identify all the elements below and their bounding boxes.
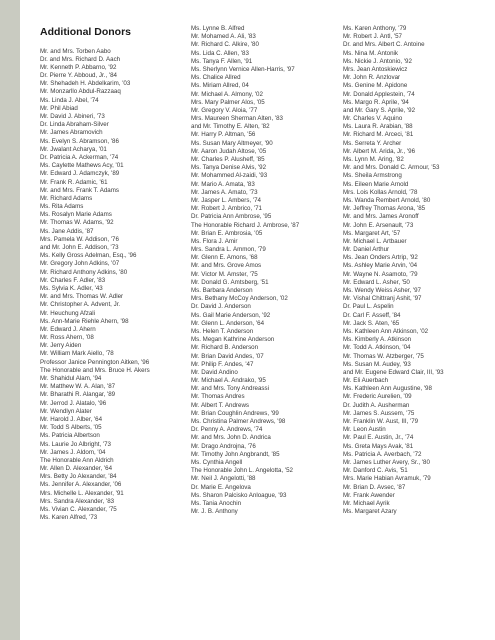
donor-entry: Ms. Linda J. Abel, '74 <box>40 96 99 104</box>
donor-entry: Ms. Karen Anthony, '79 <box>343 25 407 32</box>
donor-entry: Mr. Edward J. Adamczyk, '89 <box>40 170 120 178</box>
donor-entry: Mr. Michael A. Almony, '02 <box>191 90 263 98</box>
donor-entry: Ms. Jennifer A. Alexander, '06 <box>40 481 122 489</box>
donor-entry: Mr. Edward L. Asher, '50 <box>343 278 410 286</box>
donor-entry: Ms. Patricia A. Averbach, '72 <box>343 450 422 458</box>
donor-entry: Mr. Richard Adams <box>40 194 93 202</box>
donor-entry: Mr. David Andino <box>191 368 238 376</box>
donor-entry: Mr. Monzarllo Abdul-Razzaaq <box>40 88 121 96</box>
donor-entry: Mr. John E. Arsenault, '73 <box>343 221 414 229</box>
donor-entry: Mr. Danford C. Avis, '51 <box>343 467 408 475</box>
donor-entry: Mr. Timothy John Angbrandt, '85 <box>191 450 280 458</box>
donor-entry: Mr. Kenneth P. Abbarno, '92 <box>40 63 117 71</box>
donor-entry: Ms. Tania Anochin <box>191 499 242 507</box>
donor-entry: Ms. Gail Marie Anderson, '92 <box>191 311 271 319</box>
donor-entry: Dr. David J. Anderson <box>191 303 251 311</box>
donor-entry: Mr. Donald Applestein, '74 <box>343 90 415 98</box>
donor-entry: Ms. Evelyn S. Abramson, '86 <box>40 137 119 145</box>
donor-entry: Ms. Rita Adams <box>40 203 84 211</box>
donor-entry: Mr. Robert J. Ambrico, '71 <box>191 205 262 213</box>
donor-entry: Mr. Jwalant Acharya, '01 <box>40 145 107 153</box>
donor-entry: Mr. Ross Ahern, '08 <box>40 334 94 342</box>
donor-entry: Mr. Charles F. Adler, '83 <box>40 276 106 284</box>
donor-entry: Mr. James S. Aussem, '75 <box>343 409 415 417</box>
donor-entry: The Honorable Ann Aldrich <box>40 456 114 464</box>
donor-entry: Ms. Tanya F. Allen, '91 <box>191 57 253 65</box>
donor-entry: Mr. Michael A. Andrako, '95 <box>191 377 266 385</box>
donor-entry: Ms. Genine M. Apidone <box>343 82 408 90</box>
donor-entry: Mr. Neil J. Angelotti, '88 <box>191 475 256 483</box>
donor-entry: Mr. and Mrs. Torben Aabo <box>40 47 111 55</box>
donor-entry: Dr. Patricia Ann Ambrose, '95 <box>191 213 272 221</box>
donor-entry: Mr. Drago Androjna, '76 <box>191 442 256 450</box>
donor-entry: Mr. Jeffrey Thomas Arona, '85 <box>343 205 426 213</box>
decorative-sidebar-strip <box>0 0 20 640</box>
donor-entry: Dr. Linda Abraham-Silver <box>40 121 109 129</box>
donor-entry: Mr. James A. Amato, '73 <box>191 188 258 196</box>
donor-entry: Ms. Patricia Albertson <box>40 432 100 440</box>
donor-entry: Mr. J. B. Anthony <box>191 508 238 516</box>
donor-entry: Ms. Jean Onders Artrip, '92 <box>343 254 418 262</box>
donor-entry: Mr. John R. Anzlovar <box>343 74 401 82</box>
donor-entry: Dr. Judith A. Ausherman <box>343 401 410 409</box>
donor-entry: Mr. Charles P. Alusheff, '85 <box>191 156 265 163</box>
donor-entry: Mr. Michael Ayrik <box>343 499 390 507</box>
donor-entry: Ms. Margo R. Aprile, '94 <box>343 98 409 106</box>
donor-entry: Mr. Albert T. Andrews <box>191 401 250 409</box>
donor-entry: Ms. Sylvia K. Adler, '43 <box>40 284 103 292</box>
donor-entry: Mr. David J. Abineri, '73 <box>40 113 105 120</box>
donor-entry: Mr. Thomas Andres <box>191 393 245 401</box>
donor-entry: Mr. Brian E. Ambrosia, '05 <box>191 229 263 237</box>
donor-entry: Mr. Christopher A. Advent, Jr. <box>40 301 121 309</box>
donor-entry: Mrs. Sandra L. Ammon, '79 <box>191 246 266 254</box>
donor-entry: Mr. Bharathi R. Alangar, '89 <box>40 391 116 399</box>
donor-entry: and Mr. John E. Addison, '73 <box>40 244 119 251</box>
donor-entry: Mr. Donald G. Amtsberg, '51 <box>191 278 269 286</box>
donor-entry: Ms. Susan Mary Altmeyer, '90 <box>191 139 273 147</box>
donor-entry: Mr. James J. Aldom, '04 <box>40 448 106 456</box>
donor-entry: Ms. Christina Palmer Andrews, '98 <box>191 418 286 425</box>
donor-entry: Ms. Wanda Rembert Arnold, '80 <box>343 196 431 204</box>
donor-entry: Mr. Matthew W. A. Alan, '87 <box>40 383 116 391</box>
donor-entry: Mrs. Lois Kollas Arnold, '78 <box>343 188 418 196</box>
donor-entry: Mr. Daniel Arthur <box>343 246 390 254</box>
donor-entry: Mr. Frank Awender <box>343 491 395 499</box>
donor-entry: Mr. and Mrs. Grove Amos <box>191 262 262 270</box>
donor-entry: Ms. Tanya Denise Alvis, '92 <box>191 164 267 172</box>
donor-entry: Mr. Allen D. Alexander, '64 <box>40 465 113 473</box>
donor-entry: Ms. Rosalyn Marie Adams <box>40 211 112 219</box>
donor-entry: Ms. Barbara Anderson <box>191 287 253 294</box>
donor-entry: Mr. Robert J. Antl, '57 <box>343 33 402 41</box>
donor-entry: Ms. Jane Addis, '87 <box>40 227 94 235</box>
donor-entry: Mrs. Sandra Alexander, '83 <box>40 497 115 505</box>
donor-column-3 <box>343 25 483 516</box>
donor-entry: Mr. Gregory John Adkins, '07 <box>40 260 120 268</box>
donor-entry: Ms. Susan M. Audey, '93 <box>343 360 411 368</box>
donor-entry: Ms. Laura R. Arabian, '88 <box>343 123 413 131</box>
donor-entry: Ms. Eileen Marie Arnold <box>343 180 409 188</box>
donor-entry: Ms. Nickie J. Antonio, '92 <box>343 57 412 65</box>
donor-entry: Mrs. Pamela W. Addison, '76 <box>40 235 119 243</box>
donor-entry: Mr. and Mrs. Donald C. Armour, '53 <box>343 164 440 172</box>
donor-entry: Mrs. Betty Jo Alexander, '84 <box>40 473 117 481</box>
donor-entry: The Honorable Richard J. Ambrose, '87 <box>191 221 300 229</box>
donor-entry: Mr. Franklin W. Aust, III, '79 <box>343 418 419 425</box>
donor-entry: Mr. Jerrod J. Alatalo, '96 <box>40 399 107 407</box>
donor-entry: Mr. Todd A. Atkinson, '04 <box>343 344 411 352</box>
donor-entry: Mr. and Mrs. James Aronoff <box>343 213 419 221</box>
donor-entry: Ms. Serreta Y. Archer <box>343 139 402 147</box>
donor-entry: Mr. Richard Anthony Adkins, '80 <box>40 268 128 276</box>
donor-entry: Mr. Thomas W. Atzberger, '75 <box>343 352 424 360</box>
donor-entry: Mrs. Maureen Sherman Alten, '83 <box>191 115 283 123</box>
donor-entry: Ms. Caylette Mathews Acy, '01 <box>40 162 124 170</box>
donor-entry: Mr. Thomas W. Adams, '92 <box>40 219 114 227</box>
donor-entry: Mr. Wayne N. Asamoto, '79 <box>343 270 418 278</box>
donor-entry: Ms. Ann-Marie Riehle Ahern, '98 <box>40 317 129 325</box>
donor-entry: Mr. and Mrs. Thomas W. Adler <box>40 293 124 301</box>
donor-entry: Ms. Kelly Gross Adelman, Esq., '96 <box>40 252 137 260</box>
donor-entry: Dr. Marie E. Angelova <box>191 483 251 491</box>
donor-entry: Mr. Victor M. Amster, '75 <box>191 270 258 278</box>
donor-entry: Mr. Brian David Andes, '07 <box>191 352 264 360</box>
donor-entry: Mr. and Mrs. John D. Andrica <box>191 434 271 442</box>
donor-entry: Mr. Leon Austin <box>343 426 386 434</box>
donor-entry: Ms. Laurie Jo Albright, '73 <box>40 440 111 448</box>
donor-entry: Mr. Richard B. Anderson <box>191 344 259 352</box>
donor-entry: Mr. Phil Abiad <box>40 104 78 112</box>
donor-entry: Mrs. Bethany McCoy Anderson, '02 <box>191 295 288 303</box>
donor-entry: Ms. Wendy Weiss Asher, '97 <box>343 287 421 294</box>
donor-entry: Mr. Jerry Aiden <box>40 342 82 350</box>
donor-entry: Ms. Miriam Allred, 04 <box>191 82 249 90</box>
donor-entry: The Honorable John L. Angelotta, '52 <box>191 467 293 475</box>
donor-entry: Ms. Vivian C. Alexander, '75 <box>40 506 117 513</box>
donor-entry: Mr. Edward J. Ahern <box>40 325 96 333</box>
donor-entry: Mr. Richard C. Alkire, '80 <box>191 41 259 49</box>
donor-entry: and Mr. Gary S. Aprile, '92 <box>343 106 416 114</box>
donor-entry: Mr. Philip F. Andes, '47 <box>191 360 254 368</box>
donor-entry: Ms. Greta Mays Avak, '81 <box>343 442 414 450</box>
donor-entry: Dr. and Mrs. Albert C. Antoine <box>343 41 425 49</box>
donor-entry: Ms. Cynthia Angell <box>191 458 243 466</box>
donor-entry: Ms. Lida C. Allen, '83 <box>191 49 249 57</box>
donor-entry: Mr. Richard M. Arceci, '81 <box>343 131 414 139</box>
donor-entry: Mr. Eli Auerbach <box>343 377 389 385</box>
donor-entry: Mr. Glenn E. Amons, '68 <box>191 254 258 262</box>
donor-column-1 <box>40 48 180 523</box>
donor-entry: Mr. Albert M. Arida, Jr., '96 <box>343 147 416 155</box>
donor-entry: Mr. Jack S. Aten, '65 <box>343 319 400 327</box>
donor-entry: Mr. Wendlyn Alater <box>40 407 92 415</box>
donor-entry: Mrs. Mary Palmer Alos, '05 <box>191 98 265 106</box>
donor-entry: Ms. Chalice Allred <box>191 74 241 82</box>
donor-entry: Ms. Kimberly A. Atkinson <box>343 336 412 344</box>
donor-entry: Dr. Pierre Y. Abboud, Jr., '84 <box>40 72 117 80</box>
donor-entry: Mr. Mohammed Al-zaidi, '93 <box>191 172 268 180</box>
donor-entry: Mrs. Marie Habian Avramuk, '79 <box>343 475 431 483</box>
donor-entry: Mr. Paul E. Austin, Jr., '74 <box>343 434 414 442</box>
donor-list-page <box>20 0 495 640</box>
donor-entry: Ms. Kathleen Ann Augustine, '98 <box>343 385 432 393</box>
donor-entry: Ms. Megan Kathrine Anderson <box>191 336 275 344</box>
donor-entry: Ms. Margaret Art, '57 <box>343 229 401 237</box>
donor-entry: Mr. Heuchung Afzali <box>40 309 96 317</box>
donor-entry: Mr. Aaron Judah Altose, '05 <box>191 147 267 155</box>
donor-entry: Ms. Sheila Armstrong <box>343 172 402 180</box>
donor-entry: Mr. Shehadeh H. Abdelkarim, '03 <box>40 80 131 88</box>
donor-entry: Ms. Lynn M. Aring, '82 <box>343 156 404 163</box>
donor-entry: Mrs. Michelle L. Alexander, '91 <box>40 489 124 497</box>
donor-entry: Dr. Penny A. Andrews, '74 <box>191 426 263 434</box>
donor-entry: Ms. Nina M. Antonik <box>343 49 399 57</box>
section-title: Additional Donors <box>40 26 131 38</box>
donor-entry: Ms. Margaret Azary <box>343 508 397 516</box>
donor-entry: and Mr. Eugene Edward Clair, III, '93 <box>343 368 444 376</box>
donor-entry: Ms. Sherlynn Vernice Allen-Harris, '97 <box>191 65 295 73</box>
donor-entry: Ms. Sharon Palcisko Anloague, '93 <box>191 491 287 499</box>
donor-entry: Mr. Harold J. Alber, '64 <box>40 415 103 423</box>
donor-column-2 <box>191 25 331 516</box>
donor-entry: The Honorable and Mrs. Bruce H. Akers <box>40 366 150 374</box>
donor-entry: Dr. Carl F. Asseff, '84 <box>343 311 401 319</box>
donor-entry: Dr. Paul L. Aspelin <box>343 303 394 311</box>
donor-entry: Mrs. Jean Antoskiewicz <box>343 65 408 73</box>
donor-entry: Ms. Lynne B. Alfred <box>191 25 245 32</box>
donor-entry: Mr. Shahidul Alam, '94 <box>40 375 102 382</box>
donor-entry: Mr. Brian Coughlin Andrews, '99 <box>191 409 279 417</box>
donor-entry: Mr. William Mark Aiello, '78 <box>40 350 114 358</box>
donor-entry: Mr. Glenn L. Anderson, '64 <box>191 319 265 327</box>
donor-entry: Mr. Charles V. Aquino <box>343 115 403 123</box>
donor-entry: Mr. Jasper L. Ambers, '74 <box>191 196 261 204</box>
donor-entry: Dr. Patricia A. Ackerman, '74 <box>40 153 119 161</box>
donor-entry: Ms. Ashley Marie Arvin, '04 <box>343 262 418 270</box>
donor-entry: Mr. James Abramovich <box>40 129 103 137</box>
donor-entry: and Mr. Timothy E. Alten, '82 <box>191 123 270 131</box>
donor-entry: Mr. Todd S Alberts, '05 <box>40 424 102 432</box>
donor-entry: Mr. Mohamed A. Ali, '83 <box>191 33 256 41</box>
donor-entry: Mr. and Mrs. Tony Andreassi <box>191 385 269 393</box>
donor-entry: Mr. Gregory V. Aloia, '77 <box>191 106 258 114</box>
donor-entry: Ms. Karen Alfred, '73 <box>40 514 98 522</box>
donor-entry: Mr. Michael L. Artbauer <box>343 237 407 245</box>
donor-entry: Ms. Helen T. Anderson <box>191 327 254 335</box>
donor-entry: Mr. Brian D. Avsec, '87 <box>343 483 406 491</box>
donor-entry: Mr. Frederic Aurelien, '09 <box>343 393 412 401</box>
donor-entry: Mr. James Luther Avery, Sr., '80 <box>343 458 430 466</box>
donor-entry: Mr. Frank R. Adamic, '61 <box>40 178 108 186</box>
donor-entry: Professor Janice Pennington Aitken, '96 <box>40 358 150 366</box>
donor-entry: Ms. Kathleen Ann Atkinson, '02 <box>343 327 429 335</box>
donor-entry: Mr. Harry P. Altman, '56 <box>191 131 256 139</box>
donor-entry: Mr. Mario A. Amata, '83 <box>191 180 255 188</box>
donor-entry: Mr. and Mrs. Frank T. Adams <box>40 186 119 194</box>
donor-entry: Dr. and Mrs. Richard D. Aach <box>40 55 121 63</box>
donor-entry: Ms. Flora J. Amir <box>191 237 238 245</box>
donor-entry: Mr. Vishal Chittranj Ashit, '97 <box>343 295 422 303</box>
